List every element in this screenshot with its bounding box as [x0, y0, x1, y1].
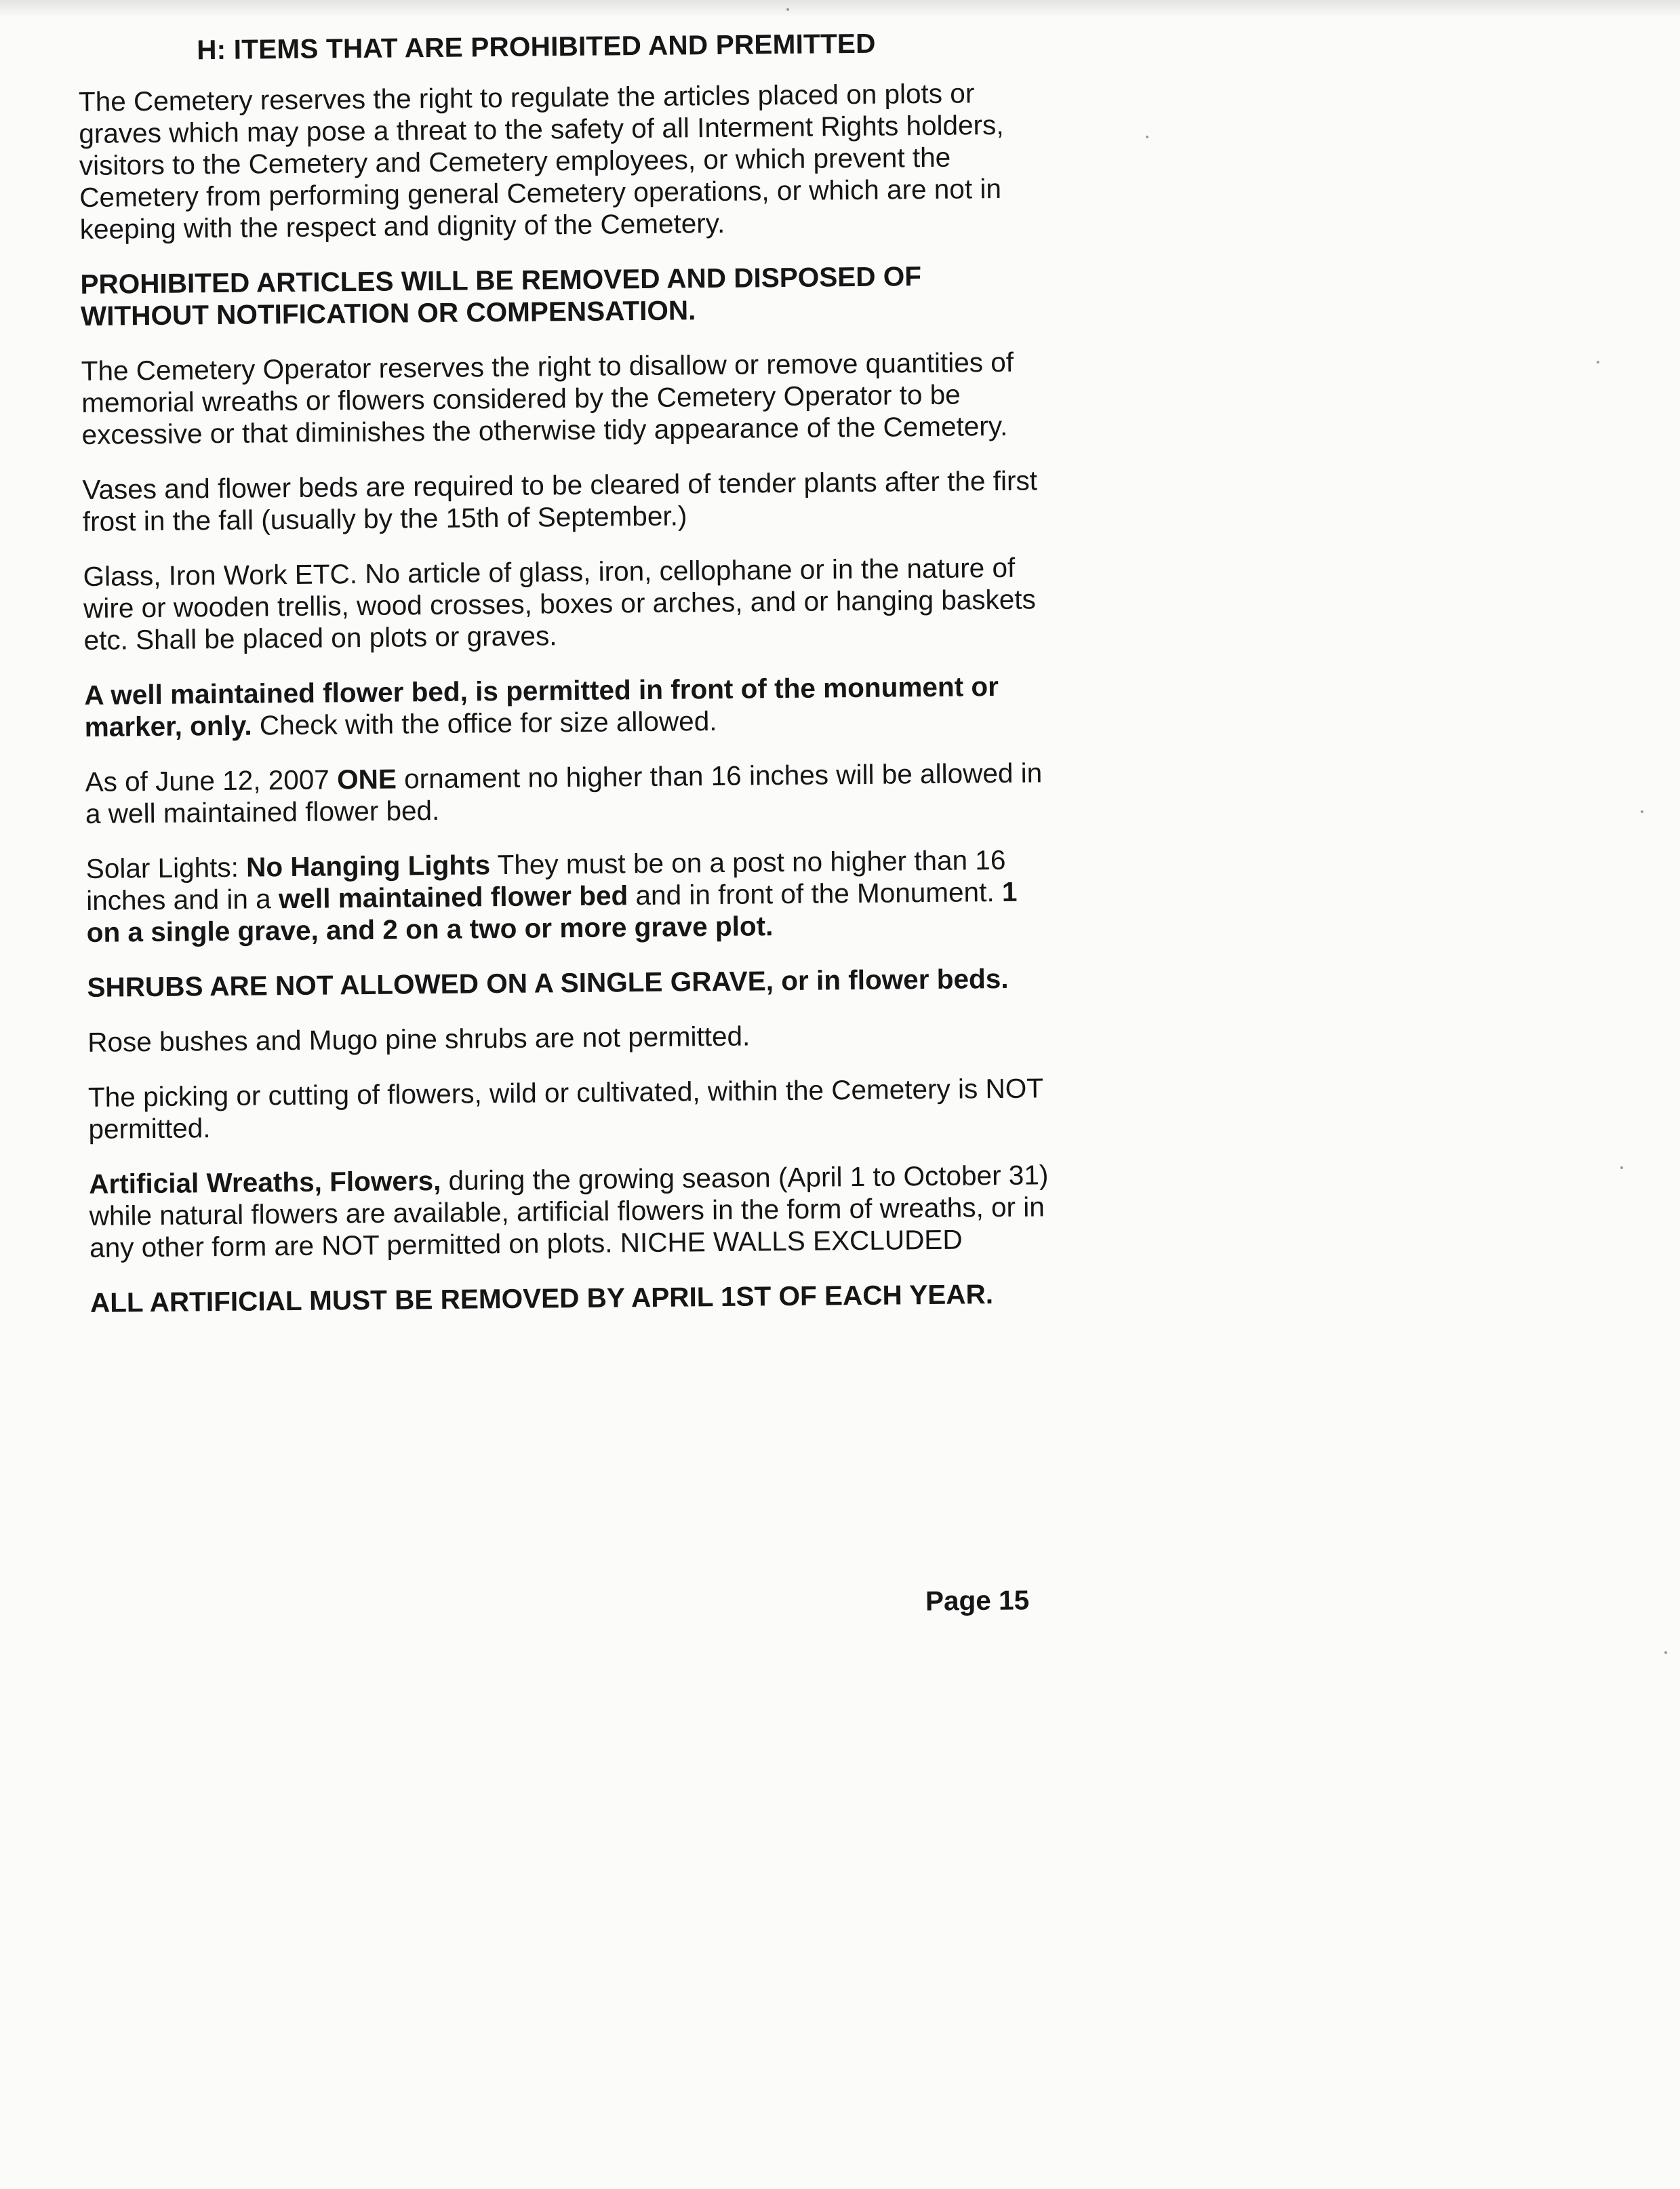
artificial-wreaths-rule: during the growing season (April 1 to October 31) while natural flowers are available, artificial flowers in the form of wreaths, or in any other form are NOT permitted on plots. NICHE WALLS EXCLUDED [89, 1159, 1049, 1263]
flower-bed-rule: A well maintained flower bed, is permitted in front of the monument or marker, only. [84, 671, 999, 743]
solar-lights-label: Solar Lights: [85, 851, 247, 884]
paragraph-flower-bed-permitted [84, 670, 1047, 743]
solar-post-rule: They must be on a post no higher than 16 inches and in a [86, 844, 1006, 916]
solar-flower-bed: well maintained flower bed [278, 880, 628, 915]
scan-speck [1146, 136, 1148, 138]
paragraph-artificial-wreaths [89, 1159, 1052, 1264]
document-body [78, 26, 1053, 1342]
scan-top-edge [0, 0, 1680, 18]
ornament-date: As of June 12, 2007 [85, 764, 338, 797]
paragraph-rose-bushes: Rose bushes and Mugo pine shrubs are not permitted. [87, 1020, 751, 1058]
solar-front-of-monument: and in front of the Monument. [628, 875, 1003, 911]
scan-speck [1597, 361, 1599, 363]
paragraph-glass-iron-work: Glass, Iron Work ETC. No article of glass, iron, cellophane or in the nature of wire or wooden trellis, wood crosses, boxes or arches, and or hanging baskets etc. Shall be placed on plots or graves. [83, 551, 1037, 656]
ornament-rule: ornament no higher than 16 inches will be allowed in a well maintained flower bed. [85, 757, 1043, 829]
paragraph-shrubs: SHRUBS ARE NOT ALLOWED ON A SINGLE GRAVE, or in flower beds. [87, 962, 1009, 1003]
ornament-count: ONE [336, 763, 397, 795]
solar-quantity-rule: 1 on a single grave, and 2 on a two or more grave plot. [86, 875, 1018, 948]
scan-speck [1641, 810, 1643, 813]
paragraph-ornament [85, 757, 1048, 830]
paragraph-solar-lights [86, 844, 1049, 949]
scan-speck [1620, 1166, 1623, 1169]
flower-bed-size-note: Check with the office for size allowed. [252, 705, 717, 741]
paragraph-prohibited-notice: PROHIBITED ARTICLES WILL BE REMOVED AND DISPOSED OF WITHOUT NOTIFICATION OR COMPENSATION. [80, 260, 922, 332]
paragraph-wreaths-quantity: The Cemetery Operator reserves the right to disallow or remove quantities of memorial wreaths or flowers considered by the Cemetery Operator to be excessive or that diminishes the otherwise tidy appearance of the Cemetery. [81, 346, 1014, 450]
paragraph-artificial-removal: ALL ARTIFICIAL MUST BE REMOVED BY APRIL 1ST OF EACH YEAR. [89, 1278, 994, 1318]
page-number: Page 15 [925, 1584, 1030, 1617]
paragraph-vases-flower-beds: Vases and flower beds are required to be cleared of tender plants after the first frost in the fall (usually by the 15th of September.) [82, 465, 1038, 537]
scan-speck [1664, 1651, 1667, 1654]
no-hanging-lights: No Hanging Lights [245, 849, 491, 883]
scan-speck [786, 8, 789, 11]
paragraph-picking-flowers: The picking or cutting of flowers, wild or cultivated, within the Cemetery is NOT permitted. [87, 1072, 1043, 1145]
section-heading: H: ITEMS THAT ARE PROHIBITED AND PREMITTED [196, 27, 876, 66]
paragraph-regulation: The Cemetery reserves the right to regulate the articles placed on plots or graves which may pose a threat to the safety of all Interment Rights holders, visitors to the Cemetery and Cemetery employees, or which prevent the Cemetery from performing general Cemetery operations, or which are not in keeping with the respect and dignity of the Cemetery. [78, 77, 1004, 245]
artificial-wreaths-label: Artificial Wreaths, Flowers, [89, 1164, 441, 1200]
